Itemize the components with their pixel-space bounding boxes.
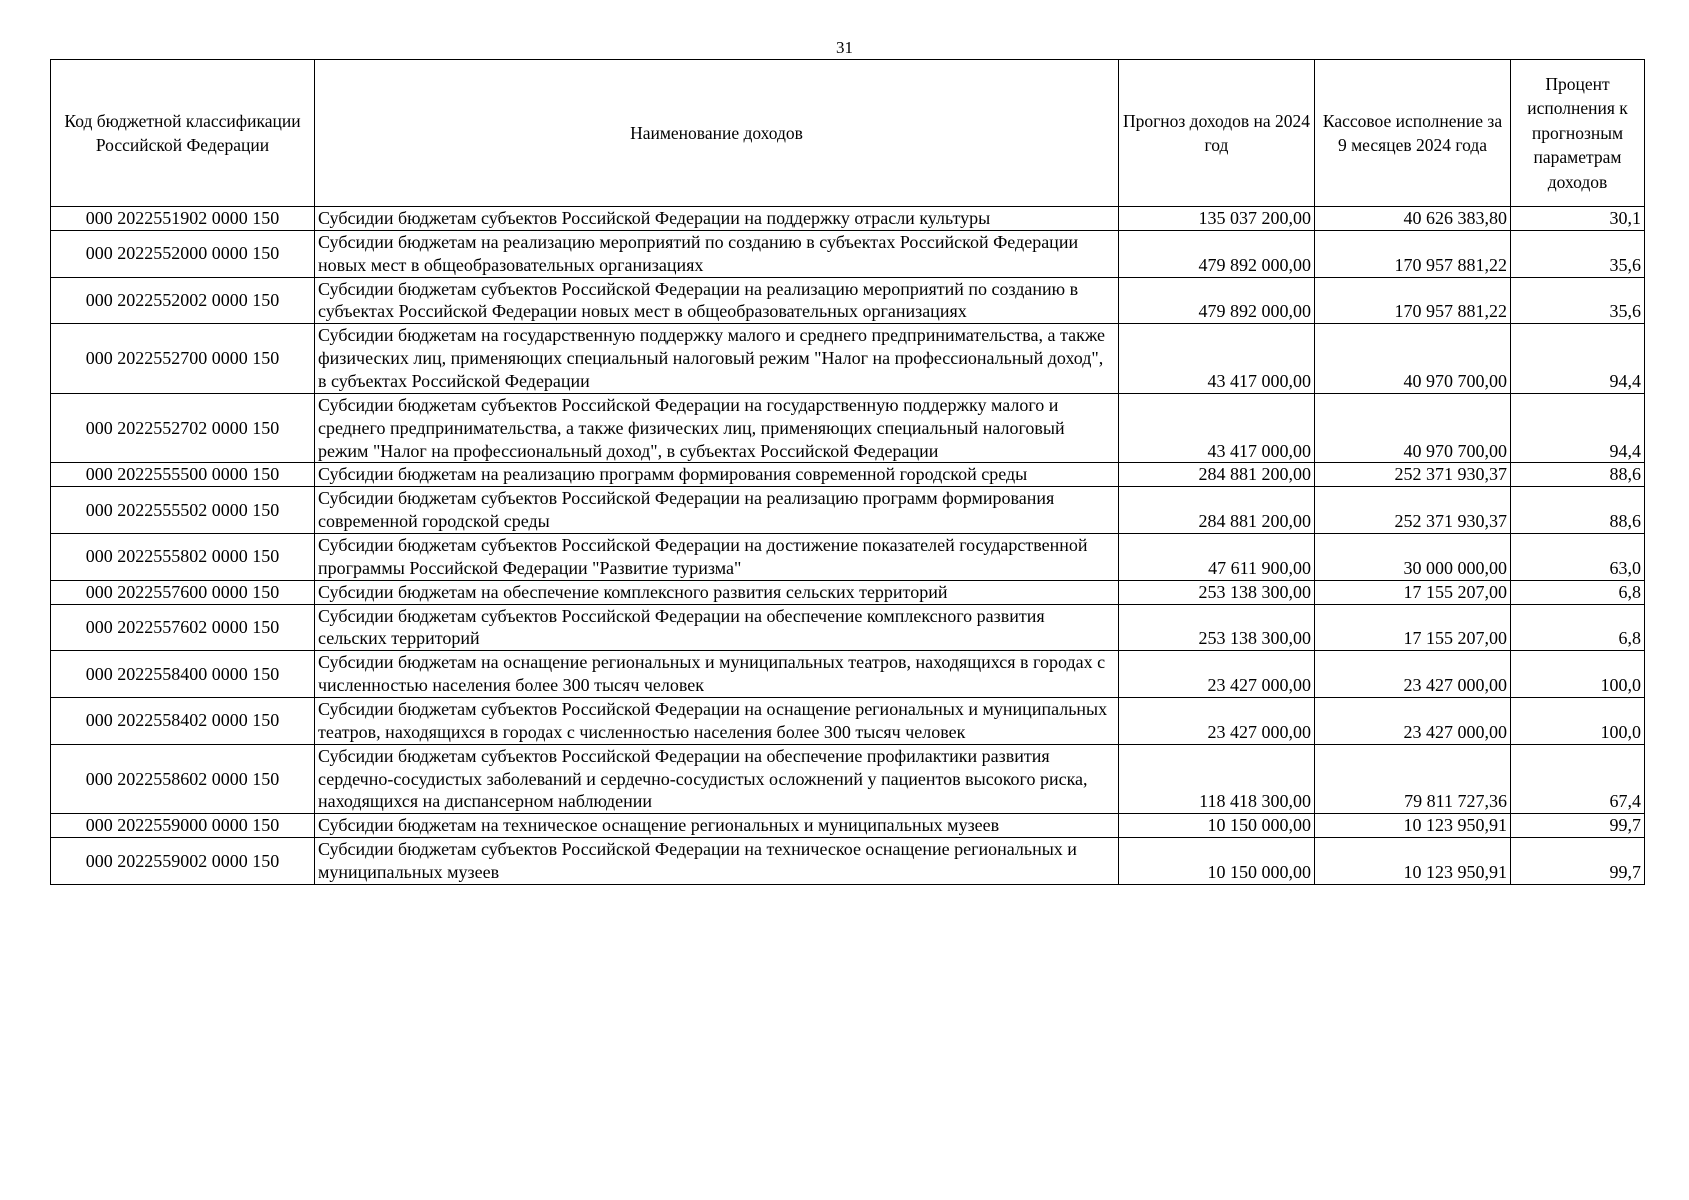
cell-forecast: 43 417 000,00: [1119, 324, 1315, 394]
cell-code: 000 2022555500 0000 150: [51, 463, 315, 487]
cell-name: Субсидии бюджетам субъектов Российской Федерации на обеспечение профилактики развития сердечно-сосудистых заболеваний и сердечно-сосудистых осложнений у пациентов высокого риска, находящихся на диспансерном наблюдении: [315, 744, 1119, 814]
cell-forecast: 135 037 200,00: [1119, 207, 1315, 231]
table-row: [51, 487, 1645, 534]
cell-percent: 67,4: [1511, 744, 1645, 814]
cell-execution: 17 155 207,00: [1315, 580, 1511, 604]
table-row: [51, 698, 1645, 745]
table-header: [51, 60, 1645, 207]
cell-percent: 88,6: [1511, 487, 1645, 534]
table-row: [51, 534, 1645, 581]
cell-percent: 99,7: [1511, 814, 1645, 838]
table-row: [51, 838, 1645, 885]
cell-name: Субсидии бюджетам субъектов Российской Федерации на государственную поддержку малого и среднего предпринимательства, а также физических лиц, применяющих специальный налоговый режим "Налог на профессиональный доход", в субъектах Российской Федерации: [315, 393, 1119, 463]
cell-name: Субсидии бюджетам субъектов Российской Федерации на оснащение региональных и муниципальных театров, находящихся в городах с численностью населения более 300 тысяч человек: [315, 698, 1119, 745]
cell-forecast: 284 881 200,00: [1119, 463, 1315, 487]
cell-forecast: 284 881 200,00: [1119, 487, 1315, 534]
cell-name: Субсидии бюджетам на техническое оснащение региональных и муниципальных музеев: [315, 814, 1119, 838]
cell-forecast: 118 418 300,00: [1119, 744, 1315, 814]
cell-name: Субсидии бюджетам субъектов Российской Федерации на обеспечение комплексного развития сельских территорий: [315, 604, 1119, 651]
cell-name: Субсидии бюджетам субъектов Российской Федерации на поддержку отрасли культуры: [315, 207, 1119, 231]
header-forecast: Прогноз доходов на 2024 год: [1119, 60, 1315, 207]
table-row: [51, 814, 1645, 838]
cell-code: 000 2022551902 0000 150: [51, 207, 315, 231]
table-row: [51, 230, 1645, 277]
cell-forecast: 47 611 900,00: [1119, 534, 1315, 581]
cell-percent: 30,1: [1511, 207, 1645, 231]
cell-name: Субсидии бюджетам на реализацию мероприятий по созданию в субъектах Российской Федерации новых мест в общеобразовательных организациях: [315, 230, 1119, 277]
cell-execution: 79 811 727,36: [1315, 744, 1511, 814]
header-percent: Процент исполнения к прогнозным параметрам доходов: [1511, 60, 1645, 207]
header-row: [51, 60, 1645, 207]
cell-percent: 100,0: [1511, 651, 1645, 698]
table-row: [51, 393, 1645, 463]
cell-code: 000 2022552000 0000 150: [51, 230, 315, 277]
cell-code: 000 2022555502 0000 150: [51, 487, 315, 534]
cell-execution: 10 123 950,91: [1315, 838, 1511, 885]
cell-execution: 30 000 000,00: [1315, 534, 1511, 581]
cell-execution: 40 970 700,00: [1315, 393, 1511, 463]
cell-percent: 35,6: [1511, 277, 1645, 324]
cell-forecast: 10 150 000,00: [1119, 814, 1315, 838]
cell-execution: 10 123 950,91: [1315, 814, 1511, 838]
cell-forecast: 479 892 000,00: [1119, 277, 1315, 324]
cell-percent: 100,0: [1511, 698, 1645, 745]
cell-execution: 170 957 881,22: [1315, 277, 1511, 324]
cell-forecast: 23 427 000,00: [1119, 651, 1315, 698]
cell-percent: 94,4: [1511, 324, 1645, 394]
cell-forecast: 479 892 000,00: [1119, 230, 1315, 277]
cell-execution: 23 427 000,00: [1315, 651, 1511, 698]
header-execution: Кассовое исполнение за 9 месяцев 2024 года: [1315, 60, 1511, 207]
cell-name: Субсидии бюджетам на государственную поддержку малого и среднего предпринимательства, а также физических лиц, применяющих специальный налоговый режим "Налог на профессиональный доход", в субъектах Российской Федерации: [315, 324, 1119, 394]
cell-code: 000 2022558400 0000 150: [51, 651, 315, 698]
cell-code: 000 2022559002 0000 150: [51, 838, 315, 885]
table-row: [51, 277, 1645, 324]
cell-execution: 40 626 383,80: [1315, 207, 1511, 231]
cell-code: 000 2022557602 0000 150: [51, 604, 315, 651]
cell-code: 000 2022552702 0000 150: [51, 393, 315, 463]
cell-forecast: 23 427 000,00: [1119, 698, 1315, 745]
table-body: [51, 207, 1645, 885]
table-row: [51, 651, 1645, 698]
cell-execution: 40 970 700,00: [1315, 324, 1511, 394]
cell-execution: 170 957 881,22: [1315, 230, 1511, 277]
revenue-table: [50, 59, 1645, 885]
cell-forecast: 43 417 000,00: [1119, 393, 1315, 463]
cell-percent: 6,8: [1511, 580, 1645, 604]
cell-percent: 94,4: [1511, 393, 1645, 463]
cell-execution: 17 155 207,00: [1315, 604, 1511, 651]
cell-forecast: 10 150 000,00: [1119, 838, 1315, 885]
cell-name: Субсидии бюджетам субъектов Российской Федерации на реализацию мероприятий по созданию в субъектах Российской Федерации новых мест в общеобразовательных организациях: [315, 277, 1119, 324]
table-row: [51, 580, 1645, 604]
header-name: Наименование доходов: [315, 60, 1119, 207]
cell-forecast: 253 138 300,00: [1119, 580, 1315, 604]
cell-name: Субсидии бюджетам на реализацию программ формирования современной городской среды: [315, 463, 1119, 487]
cell-name: Субсидии бюджетам на оснащение региональных и муниципальных театров, находящихся в городах с численностью населения более 300 тысяч человек: [315, 651, 1119, 698]
header-code: Код бюджетной классификации Российской Федерации: [51, 60, 315, 207]
table-row: [51, 324, 1645, 394]
cell-execution: 252 371 930,37: [1315, 487, 1511, 534]
cell-code: 000 2022557600 0000 150: [51, 580, 315, 604]
cell-percent: 99,7: [1511, 838, 1645, 885]
cell-percent: 6,8: [1511, 604, 1645, 651]
cell-code: 000 2022552700 0000 150: [51, 324, 315, 394]
cell-percent: 35,6: [1511, 230, 1645, 277]
cell-code: 000 2022555802 0000 150: [51, 534, 315, 581]
table-row: [51, 207, 1645, 231]
cell-name: Субсидии бюджетам субъектов Российской Федерации на техническое оснащение региональных и муниципальных музеев: [315, 838, 1119, 885]
cell-code: 000 2022558402 0000 150: [51, 698, 315, 745]
cell-execution: 252 371 930,37: [1315, 463, 1511, 487]
table-row: [51, 744, 1645, 814]
cell-code: 000 2022552002 0000 150: [51, 277, 315, 324]
cell-code: 000 2022558602 0000 150: [51, 744, 315, 814]
cell-name: Субсидии бюджетам на обеспечение комплексного развития сельских территорий: [315, 580, 1119, 604]
cell-code: 000 2022559000 0000 150: [51, 814, 315, 838]
page-number: 31: [836, 38, 853, 57]
cell-execution: 23 427 000,00: [1315, 698, 1511, 745]
cell-percent: 63,0: [1511, 534, 1645, 581]
table-row: [51, 463, 1645, 487]
cell-percent: 88,6: [1511, 463, 1645, 487]
cell-name: Субсидии бюджетам субъектов Российской Федерации на реализацию программ формирования современной городской среды: [315, 487, 1119, 534]
table-row: [51, 604, 1645, 651]
cell-forecast: 253 138 300,00: [1119, 604, 1315, 651]
cell-name: Субсидии бюджетам субъектов Российской Федерации на достижение показателей государственной программы Российской Федерации "Развитие туризма": [315, 534, 1119, 581]
